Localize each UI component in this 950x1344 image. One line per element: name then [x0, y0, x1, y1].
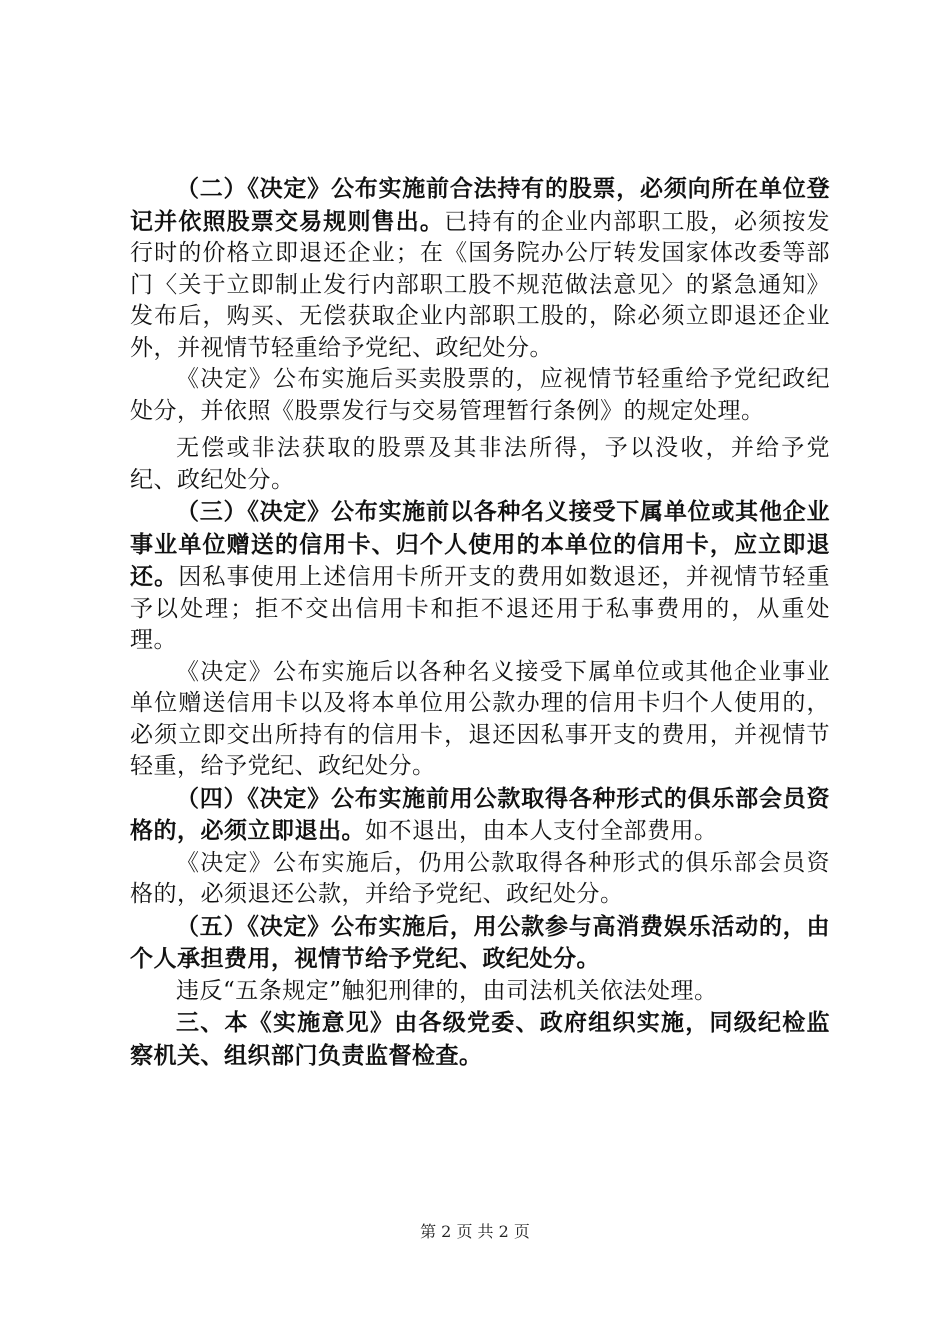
paragraph	[130, 364, 830, 427]
paragraph-bold-lead: （三）《决定》公布实施前以各种名义接受下属单位或其他企业事业单位赠送的信用卡、归个人使用的本单位的信用卡，应立即退还。	[130, 498, 830, 590]
document-body	[130, 173, 830, 1072]
paragraph-bold-lead: （二）《决定》公布实施前合法持有的股票，必须向所在单位登记并依照股票交易规则售出。	[130, 175, 830, 235]
paragraph-text: 违反“五条规定”触犯刑律的，由司法机关依法处理。	[176, 977, 718, 1004]
paragraph-section-5	[130, 911, 830, 976]
paragraph-text: 《决定》公布实施后以各种名义接受下属单位或其他企业事业单位赠送信用卡以及将本单位用公款办理的信用卡归个人使用的，必须立即交出所持有的信用卡，退还因私事开支的费用，并视情节轻重，给予党纪、政纪处分。	[130, 658, 830, 779]
paragraph	[130, 976, 830, 1008]
paragraph-bold-lead: （五）《决定》公布实施后，用公款参与高消费娱乐活动的，由个人承担费用，视情节给予党纪、政纪处分。	[130, 912, 830, 972]
paragraph	[130, 848, 830, 911]
paragraph-section-3	[130, 496, 830, 657]
page-number-footer: 第 2 页 共 2 页	[420, 1222, 530, 1241]
paragraph-section-three	[130, 1007, 830, 1072]
paragraph-section-4	[130, 783, 830, 848]
paragraph-text: 无偿或非法获取的股票及其非法所得，予以没收，并给予党纪、政纪处分。	[130, 435, 830, 493]
paragraph-bold-lead: 三、本《实施意见》由各级党委、政府组织实施，同级纪检监察机关、组织部门负责监督检查。	[130, 1009, 830, 1069]
paragraph	[130, 657, 830, 783]
paragraph-text: 因私事使用上述信用卡所开支的费用如数退还，并视情节轻重予以处理；拒不交出信用卡和拒不退还用于私事费用的，从重处理。	[130, 564, 831, 653]
paragraph-text: 《决定》公布实施后，仍用公款取得各种形式的俱乐部会员资格的，必须退还公款，并给予党纪、政纪处分。	[130, 849, 830, 907]
paragraph	[130, 433, 830, 496]
paragraph-text: 《决定》公布实施后买卖股票的，应视情节轻重给予党纪政纪处分，并依照《股票发行与交易管理暂行条例》的规定处理。	[130, 366, 830, 424]
paragraph-bold-lead: （四）《决定》公布实施前用公款取得各种形式的俱乐部会员资格的，必须立即退出。	[130, 784, 830, 844]
paragraph-section-2	[130, 173, 830, 364]
paragraph-text: 已持有的企业内部职工股，必须按发行时的价格立即退还企业；在《国务院办公厅转发国家体改委等部门〈关于立即制止发行内部职工股不规范做法意见〉的紧急通知》发布后，购买、无偿获取企业内部职工股的，除必须立即退还企业外，并视情节轻重给予党纪、政纪处分。	[130, 208, 831, 361]
paragraph-text: 如不退出，由本人支付全部费用。	[365, 818, 718, 844]
